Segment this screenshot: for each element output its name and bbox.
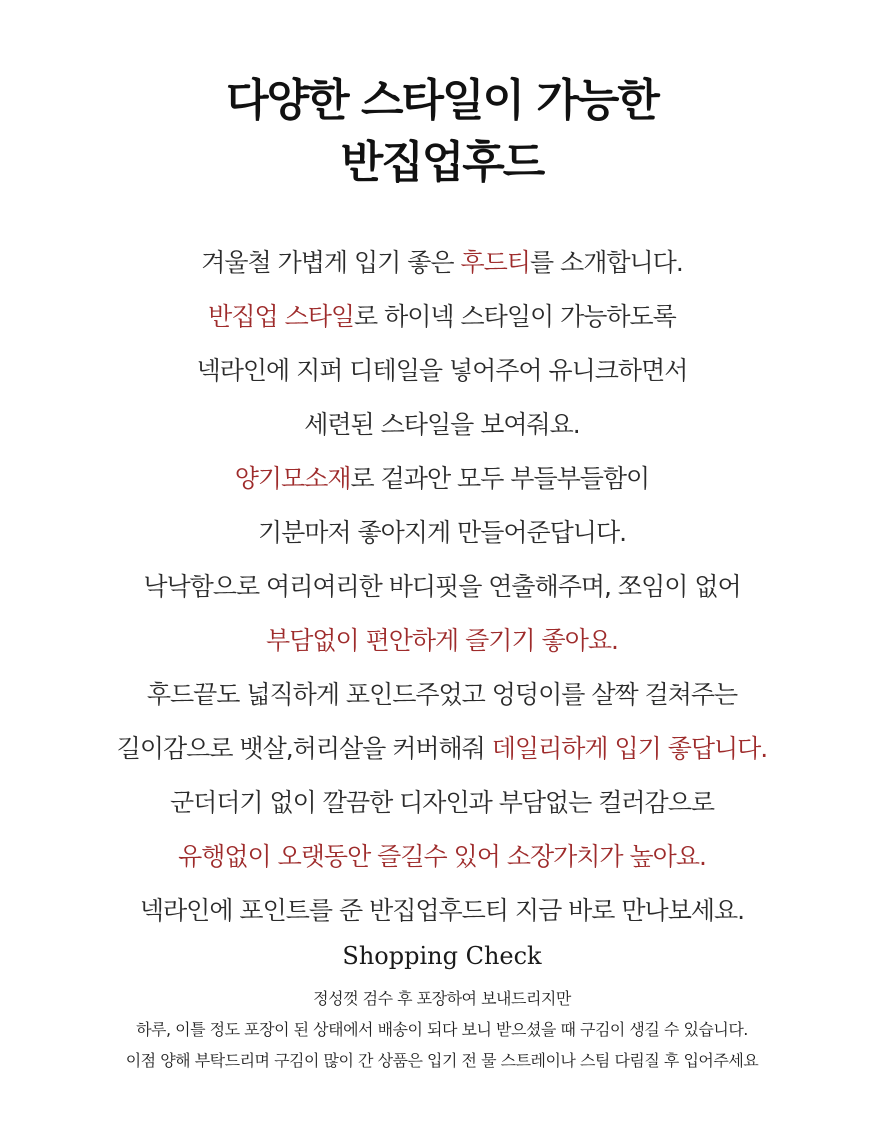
product-description	[0, 236, 884, 938]
description-text: 로 하이넥 스타일이 가능하도록	[354, 302, 676, 331]
description-line	[0, 668, 884, 722]
description-text: 넥라인에 지퍼 디테일을 넣어주어 유니크하면서	[196, 356, 688, 385]
highlighted-text: 후드티	[460, 248, 530, 277]
description-text: 기분마저 좋아지게 만들어준답니다.	[257, 518, 627, 547]
description-text: 군더더기 없이 깔끔한 디자인과 부담없는 컬러감으로	[169, 788, 715, 817]
description-text: 세련된 스타일을 보여줘요.	[304, 410, 580, 439]
description-line	[0, 236, 884, 290]
notice-line: 이점 양해 부탁드리며 구김이 많이 간 상품은 입기 전 물 스트레이나 스팀 다림질 후 입어주세요	[125, 1051, 759, 1070]
description-line	[0, 830, 884, 884]
shopping-check-notice	[0, 983, 884, 1076]
description-line	[0, 614, 884, 668]
shopping-check-heading: Shopping Check	[342, 942, 542, 970]
highlighted-text: 양기모소재	[234, 464, 351, 493]
description-line	[0, 344, 884, 398]
description-text: 길이감으로 뱃살,허리살을 커버해줘	[116, 734, 492, 763]
notice-line: 하루, 이틀 정도 포장이 된 상태에서 배송이 되다 보니 받으셨을 때 구김이 생길 수 있습니다.	[136, 1020, 748, 1039]
page-title	[0, 70, 884, 194]
description-text: 를 소개합니다.	[529, 248, 683, 277]
description-line	[0, 722, 884, 776]
description-text: 겨울철 가볍게 입기 좋은	[201, 248, 461, 277]
highlighted-text: 유행없이 오랫동안 즐길수 있어 소장가치가 높아요.	[178, 842, 706, 871]
highlighted-text: 부담없이 편안하게 즐기기 좋아요.	[266, 626, 618, 655]
description-text: 후드끝도 넓직하게 포인드주었고 엉덩이를 살짝 걸쳐주는	[146, 680, 738, 709]
description-text: 넥라인에 포인트를 준 반집업후드티 지금 바로 만나보세요.	[139, 896, 745, 925]
description-line	[0, 398, 884, 452]
description-text: 낙낙함으로 여리여리한 바디핏을 연출해주며, 쪼임이 없어	[143, 572, 741, 601]
description-line	[0, 506, 884, 560]
description-line	[0, 560, 884, 614]
highlighted-text: 데일리하게 입기 좋답니다.	[491, 734, 768, 763]
description-line	[0, 776, 884, 830]
description-text: 로 겉과안 모두 부들부들함이	[350, 464, 650, 493]
description-line	[0, 884, 884, 938]
description-line	[0, 290, 884, 344]
notice-line: 정성껏 검수 후 포장하여 보내드리지만	[313, 989, 571, 1008]
highlighted-text: 반집업 스타일	[208, 302, 355, 331]
title-line-1: 다양한 스타일이 가능한	[226, 75, 658, 126]
description-line	[0, 452, 884, 506]
title-line-2: 반집업후드	[340, 137, 544, 188]
